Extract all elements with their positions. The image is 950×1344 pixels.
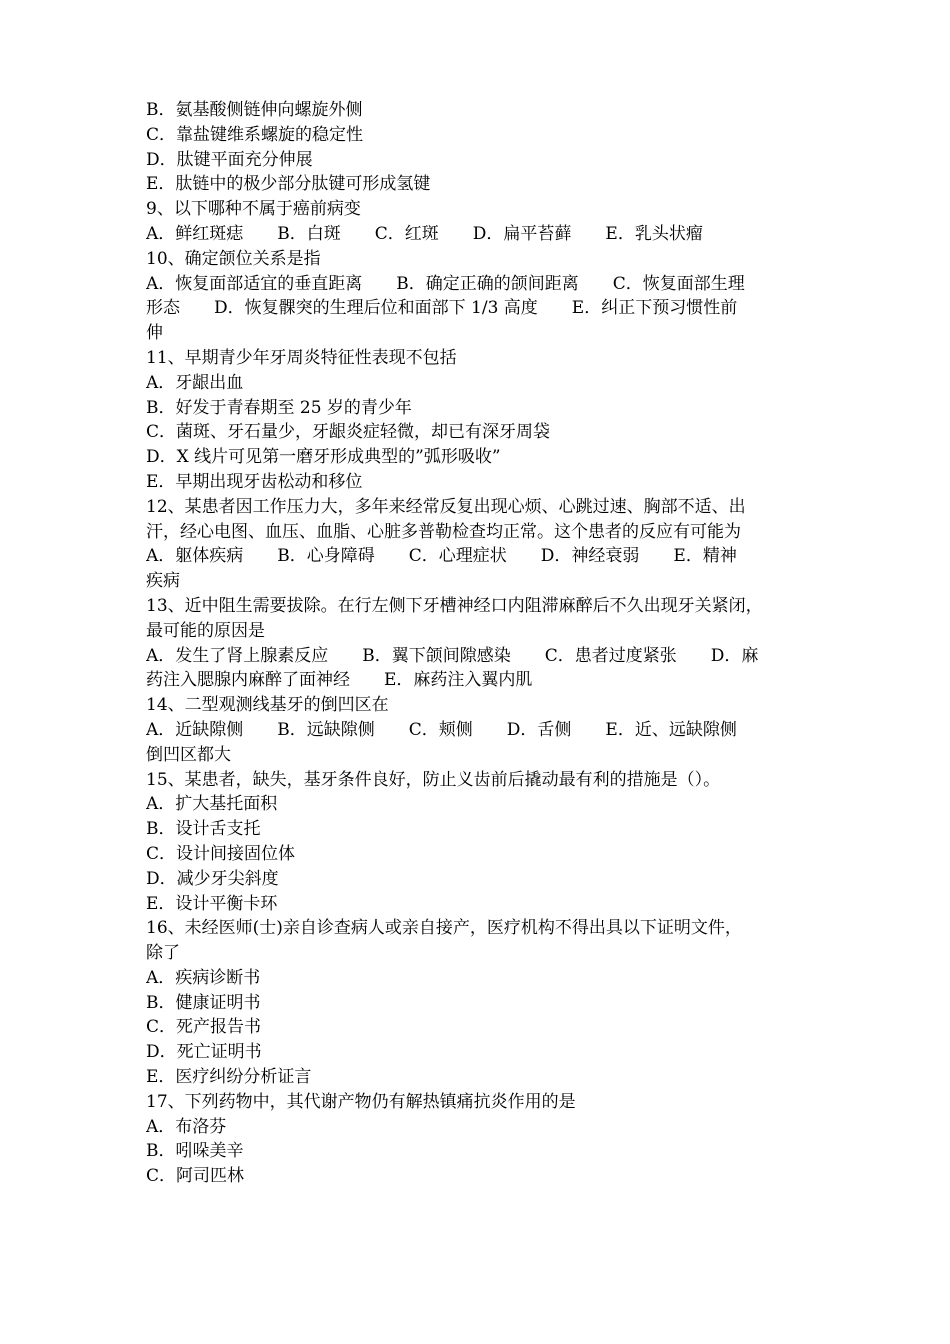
text-line: D．肽键平面充分伸展 <box>146 149 313 170</box>
text-line: B．吲哚美辛 <box>146 1141 244 1162</box>
question-title: 9、以下哪种不属于癌前病变 <box>146 199 361 220</box>
question-title: 16、未经医师(士)亲自诊查病人或亲自接产，医疗机构不得出具以下证明文件， <box>146 918 742 939</box>
text-line: 除了 <box>146 943 180 964</box>
text-line: D．死亡证明书 <box>146 1042 262 1063</box>
document-page <box>146 98 822 1189</box>
text-line: B．氨基酸侧链伸向螺旋外侧 <box>146 100 363 120</box>
text-line: B．健康证明书 <box>146 992 261 1013</box>
text-line: E．设计平衡卡环 <box>146 893 278 914</box>
text-line: 药注入腮腺内麻醉了面神经 E．麻药注入翼内肌 <box>146 670 533 691</box>
text-line: A．恢复面部适宜的垂直距离 B．确定正确的颌间距离 C．恢复面部生理 <box>146 273 745 294</box>
question-title: 15、某患者，缺失，基牙条件良好，防止义齿前后撬动最有利的措施是（）。 <box>146 769 721 790</box>
text-line: A．扩大基托面积 <box>146 794 278 815</box>
text-line: A．疾病诊断书 <box>146 967 261 988</box>
text-line: 伸 <box>146 323 163 344</box>
question-title: 13、近中阻生需要拔除。在行左侧下牙槽神经口内阻滞麻醉后不久出现牙关紧闭， <box>146 595 763 616</box>
question-title: 12、某患者因工作压力大，多年来经常反复出现心烦、心跳过速、胸部不适、出 <box>146 496 746 517</box>
question-title: 11、早期青少年牙周炎特征性表现不包括 <box>146 347 457 368</box>
text-line: 倒凹区都大 <box>146 744 231 765</box>
text-line: C．菌斑、牙石量少，牙龈炎症轻微，却已有深牙周袋 <box>146 422 551 443</box>
text-line: 疾病 <box>146 571 180 592</box>
text-line: C．死产报告书 <box>146 1017 262 1038</box>
question-title: 10、确定颌位关系是指 <box>146 248 321 269</box>
text-line: C．阿司匹林 <box>146 1166 245 1187</box>
question-title: 14、二型观测线基牙的倒凹区在 <box>146 695 389 716</box>
text-line: E．肽链中的极少部分肽键可形成氢键 <box>146 174 431 195</box>
text-line: B．设计舌支托 <box>146 819 261 840</box>
question-title: 17、下列药物中，其代谢产物仍有解热镇痛抗炎作用的是 <box>146 1091 576 1112</box>
text-line: 汗，经心电图、血压、血脂、心脏多普勒检查均正常。这个患者的反应有可能为 <box>146 521 741 542</box>
text-line: B．好发于青春期至 25 岁的青少年 <box>146 397 412 418</box>
text-line: E．早期出现牙齿松动和移位 <box>146 471 363 492</box>
text-line: A．鲜红斑痣 B．白斑 C．红斑 D．扁平苔藓 E．乳头状瘤 <box>146 223 703 244</box>
text-line: D．X 线片可见第一磨牙形成典型的”弧形吸收” <box>146 447 501 468</box>
text-line: C．设计间接固位体 <box>146 843 296 864</box>
text-line: E．医疗纠纷分析证言 <box>146 1067 312 1088</box>
text-line: A．近缺隙侧 B．远缺隙侧 C．颊侧 D．舌侧 E．近、远缺隙侧 <box>146 719 737 740</box>
text-line: A．牙龈出血 <box>146 372 244 393</box>
text-line: C．靠盐键维系螺旋的稳定性 <box>146 124 364 145</box>
text-line: D．减少牙尖斜度 <box>146 868 279 889</box>
text-line: A．躯体疾病 B．心身障碍 C．心理症状 D．神经衰弱 E．精神 <box>146 546 737 567</box>
text-line: A．布洛芬 <box>146 1116 227 1137</box>
text-line: 最可能的原因是 <box>146 620 265 641</box>
text-line: 形态 D．恢复髁突的生理后位和面部下 1/3 高度 E．纠正下预习惯性前 <box>146 298 738 319</box>
text-line: A．发生了肾上腺素反应 B．翼下颌间隙感染 C．患者过度紧张 D．麻 <box>146 645 759 666</box>
